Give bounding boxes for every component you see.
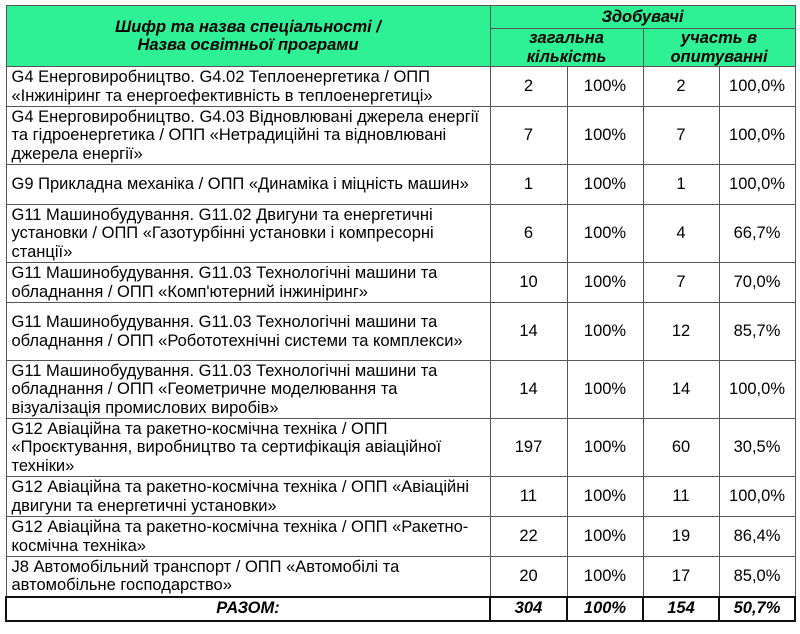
surveyed-pct-cell: 100,0% (719, 107, 795, 165)
total-count: 304 (490, 597, 567, 621)
surveyed-pct-cell: 86,4% (719, 517, 795, 557)
surveyed-count-cell: 2 (643, 67, 719, 107)
surveyed-count-cell: 12 (643, 303, 719, 361)
total-count-cell: 7 (490, 107, 567, 165)
program-name-cell: G11 Машинобудування. G11.03 Технологічні машини та обладнання / ОПП «Робототехнічні системи та комплекси» (6, 303, 490, 361)
total-count-cell: 1 (490, 165, 567, 205)
table-row (6, 419, 795, 477)
header-program-name-line2: Назва освітньої програми (137, 36, 359, 54)
header-total-count-line2: кількість (526, 47, 607, 66)
header-survey-participation-line1: участь в (680, 29, 758, 47)
total-count-cell: 11 (490, 477, 567, 517)
surveyed-pct-cell: 85,0% (719, 557, 795, 597)
total-count-pct-cell: 100% (567, 477, 643, 517)
total-count-pct-cell: 100% (567, 205, 643, 263)
total-count-cell: 14 (490, 361, 567, 419)
table-row (6, 517, 795, 557)
total-count-pct-cell: 100% (567, 107, 643, 165)
program-name-cell: G11 Машинобудування. G11.03 Технологічні машини та обладнання / ОПП «Комп'ютерний інжиніринг» (6, 263, 490, 303)
table-row (6, 165, 795, 205)
survey-table-container (5, 5, 796, 622)
survey-participation-table (5, 5, 796, 622)
total-count-pct-cell: 100% (567, 67, 643, 107)
surveyed-pct-cell: 100,0% (719, 477, 795, 517)
surveyed-count-cell: 1 (643, 165, 719, 205)
header-survey-participation-line2: опитуванні (670, 47, 768, 66)
table-row (6, 263, 795, 303)
table-row (6, 361, 795, 419)
program-name-cell: G12 Авіаційна та ракетно-космічна техніка / ОПП «Ракетно-космічна техніка» (6, 517, 490, 557)
table-row (6, 557, 795, 597)
surveyed-count-cell: 7 (643, 263, 719, 303)
header-program-name (6, 6, 490, 67)
surveyed-pct-cell: 70,0% (719, 263, 795, 303)
header-total-count-line1: загальна (529, 29, 604, 47)
total-count-pct-cell: 100% (567, 263, 643, 303)
program-name-cell: G4 Енерговиробництво. G4.03 Відновлювані джерела енергії та гідроенергетика / ОПП «Нетрадиційні та відновлювані джерела енергії» (6, 107, 490, 165)
table-body (6, 67, 795, 621)
table-row (6, 205, 795, 263)
program-name-cell: G11 Машинобудування. G11.03 Технологічні машини та обладнання / ОПП «Геометричне моделювання та візуалізація промислових виробів» (6, 361, 490, 419)
program-name-cell: G4 Енерговиробництво. G4.02 Теплоенергетика / ОПП «Інжиніринг та енергоефективність в теплоенергетиці» (6, 67, 490, 107)
surveyed-count-cell: 14 (643, 361, 719, 419)
total-surveyed-pct: 50,7% (719, 597, 795, 621)
table-row (6, 107, 795, 165)
header-survey-participation (643, 29, 795, 67)
total-count-cell: 6 (490, 205, 567, 263)
total-row (6, 597, 795, 621)
total-count-pct-cell: 100% (567, 517, 643, 557)
surveyed-count-cell: 19 (643, 517, 719, 557)
total-count-cell: 20 (490, 557, 567, 597)
total-count-cell: 10 (490, 263, 567, 303)
header-students-group: Здобувачі (490, 6, 795, 29)
program-name-cell: G11 Машинобудування. G11.02 Двигуни та енергетичні установки / ОПП «Газотурбінні установки і компресорні станції» (6, 205, 490, 263)
program-name-cell: G12 Авіаційна та ракетно-космічна техніка / ОПП «Авіаційні двигуни та енергетичні установки» (6, 477, 490, 517)
program-name-cell: G9 Прикладна механіка / ОПП «Динаміка і міцність машин» (6, 165, 490, 205)
total-surveyed: 154 (643, 597, 719, 621)
total-count-pct-cell: 100% (567, 557, 643, 597)
surveyed-pct-cell: 100,0% (719, 67, 795, 107)
total-count-pct: 100% (567, 597, 643, 621)
table-row (6, 67, 795, 107)
surveyed-pct-cell: 100,0% (719, 361, 795, 419)
total-count-cell: 22 (490, 517, 567, 557)
total-count-pct-cell: 100% (567, 361, 643, 419)
program-name-cell: G12 Авіаційна та ракетно-космічна техніка / ОПП «Проєктування, виробництво та сертифікація авіаційної техніки» (6, 419, 490, 477)
total-label: РАЗОМ: (6, 597, 490, 621)
total-count-pct-cell: 100% (567, 165, 643, 205)
surveyed-count-cell: 11 (643, 477, 719, 517)
surveyed-count-cell: 60 (643, 419, 719, 477)
header-total-count (490, 29, 643, 67)
surveyed-count-cell: 17 (643, 557, 719, 597)
table-row (6, 303, 795, 361)
total-count-cell: 2 (490, 67, 567, 107)
surveyed-pct-cell: 100,0% (719, 165, 795, 205)
surveyed-pct-cell: 66,7% (719, 205, 795, 263)
surveyed-pct-cell: 85,7% (719, 303, 795, 361)
total-count-cell: 197 (490, 419, 567, 477)
total-count-pct-cell: 100% (567, 303, 643, 361)
program-name-cell: J8 Автомобільний транспорт / ОПП «Автомобілі та автомобільне господарство» (6, 557, 490, 597)
table-row (6, 477, 795, 517)
surveyed-count-cell: 4 (643, 205, 719, 263)
surveyed-pct-cell: 30,5% (719, 419, 795, 477)
total-count-cell: 14 (490, 303, 567, 361)
total-count-pct-cell: 100% (567, 419, 643, 477)
surveyed-count-cell: 7 (643, 107, 719, 165)
header-row-top (6, 6, 795, 29)
header-program-name-line1: Шифр та назва спеціальності / (115, 17, 381, 36)
